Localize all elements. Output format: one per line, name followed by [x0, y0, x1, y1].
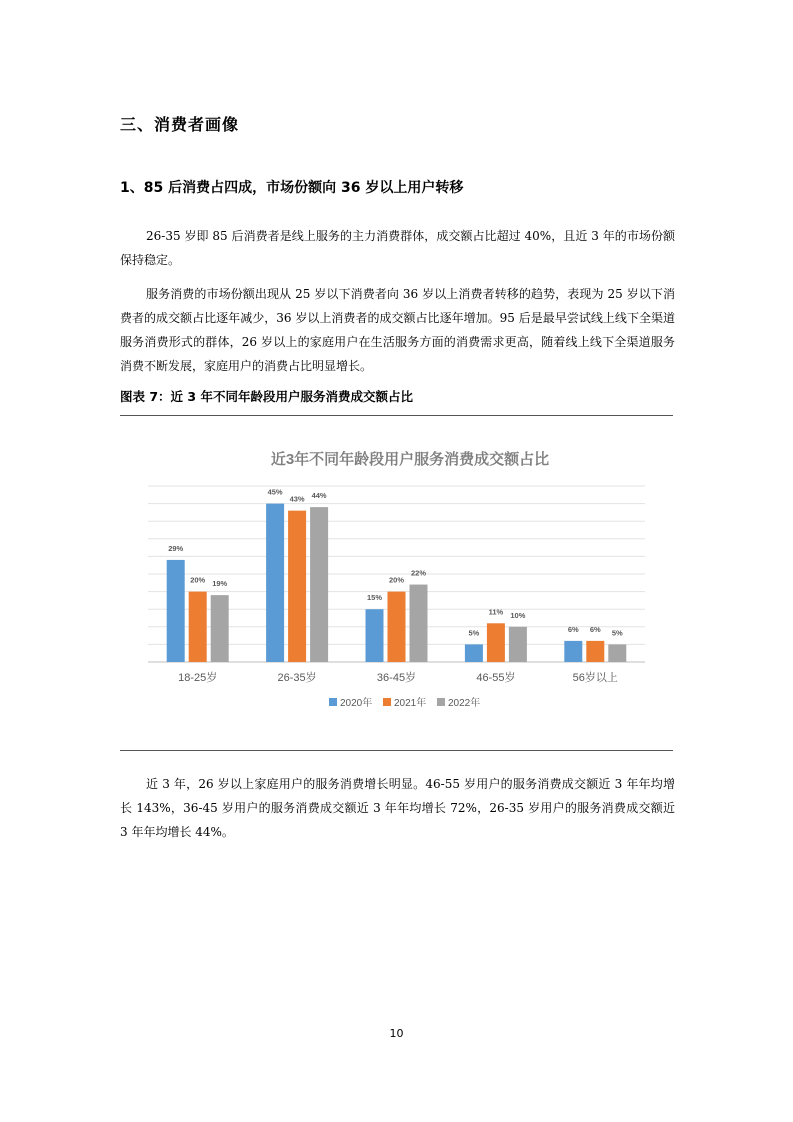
legend-label: 2021年 [394, 698, 427, 709]
figure-caption: 图表 7：近 3 年不同年龄段用户服务消费成交额占比 [120, 389, 413, 404]
data-label: 5% [468, 628, 480, 638]
x-tick-label: 36-45岁 [376, 672, 417, 684]
bar-56岁以上-2020年 [564, 641, 582, 662]
bar-56岁以上-2022年 [608, 644, 626, 662]
bar-26-35岁-2022年 [310, 507, 328, 662]
paragraph-1: 26-35 岁即 85 后消费者是线上服务的主力消费群体，成交额占比超过 40%，且近 3 年的市场份额保持稳定。 [120, 229, 675, 267]
data-label: 29% [168, 543, 184, 553]
bar-18-25岁-2020年 [167, 560, 185, 662]
data-label: 5% [611, 628, 623, 638]
figure-bottom-rule [120, 750, 673, 751]
data-label: 20% [388, 575, 405, 585]
x-tick-label: 26-35岁 [277, 672, 317, 684]
x-tick-label: 56岁以上 [572, 672, 618, 684]
bar-26-35岁-2021年 [288, 511, 306, 662]
data-label: 45% [267, 487, 283, 497]
chart-title: 近3年不同年龄段用户服务消费成交额占比 [270, 451, 550, 468]
legend-label: 2020年 [340, 698, 373, 709]
data-label: 15% [366, 593, 383, 603]
bar-26-35岁-2020年 [266, 504, 284, 662]
legend-swatch [329, 698, 337, 706]
x-tick-label: 46-55岁 [476, 672, 516, 684]
bar-18-25岁-2021年 [189, 592, 207, 662]
bar-36-45岁-2021年 [388, 592, 406, 662]
data-label: 44% [311, 491, 327, 501]
bar-36-45岁-2022年 [410, 585, 428, 662]
data-label: 6% [567, 624, 579, 634]
x-tick-label: 18-25岁 [178, 672, 218, 684]
data-label: 10% [510, 610, 526, 620]
bar-18-25岁-2022年 [211, 595, 229, 662]
section-heading: 三、消费者画像 [120, 115, 240, 134]
bar-56岁以上-2021年 [586, 641, 604, 662]
data-label: 43% [289, 494, 305, 504]
paragraph-3: 近 3 年，26 岁以上家庭用户的服务消费增长明显。46-55 岁用户的服务消费成交额近 3 年年均增长 143%，36-45 岁用户的服务消费成交额近 3 年年均增长 72%，26-35 岁用户的服务消费成交额近 3 年年均增长 44%。 [120, 777, 675, 839]
page-number: 10 [389, 1027, 404, 1040]
data-label: 11% [488, 607, 504, 617]
paragraph-2: 服务消费的市场份额出现从 25 岁以下消费者向 36 岁以上消费者转移的趋势，表现为 25 岁以下消费者的成交额占比逐年减少，36 岁以上消费者的成交额占比逐年增加。95 后是最早尝试线上线下全渠道服务消费形式的群体，26 岁以上的家庭用户在生活服务方面的消费需求更高，随着线上线下全渠道服务消费不断发展，家庭用户的消费占比明显增长。 [120, 287, 675, 373]
sub-heading: 1、85 后消费占四成，市场份额向 36 岁以上用户转移 [120, 180, 464, 196]
data-label: 6% [589, 624, 601, 634]
bar-46-55岁-2022年 [509, 627, 527, 662]
data-label: 19% [212, 579, 228, 589]
bar-46-55岁-2020年 [465, 644, 483, 662]
bar-46-55岁-2021年 [487, 623, 505, 662]
data-label: 20% [190, 575, 206, 585]
legend-swatch [437, 698, 445, 706]
legend-label: 2022年 [448, 698, 481, 709]
data-label: 22% [410, 568, 427, 578]
legend-swatch [383, 698, 391, 706]
bar-36-45岁-2020年 [366, 609, 384, 662]
